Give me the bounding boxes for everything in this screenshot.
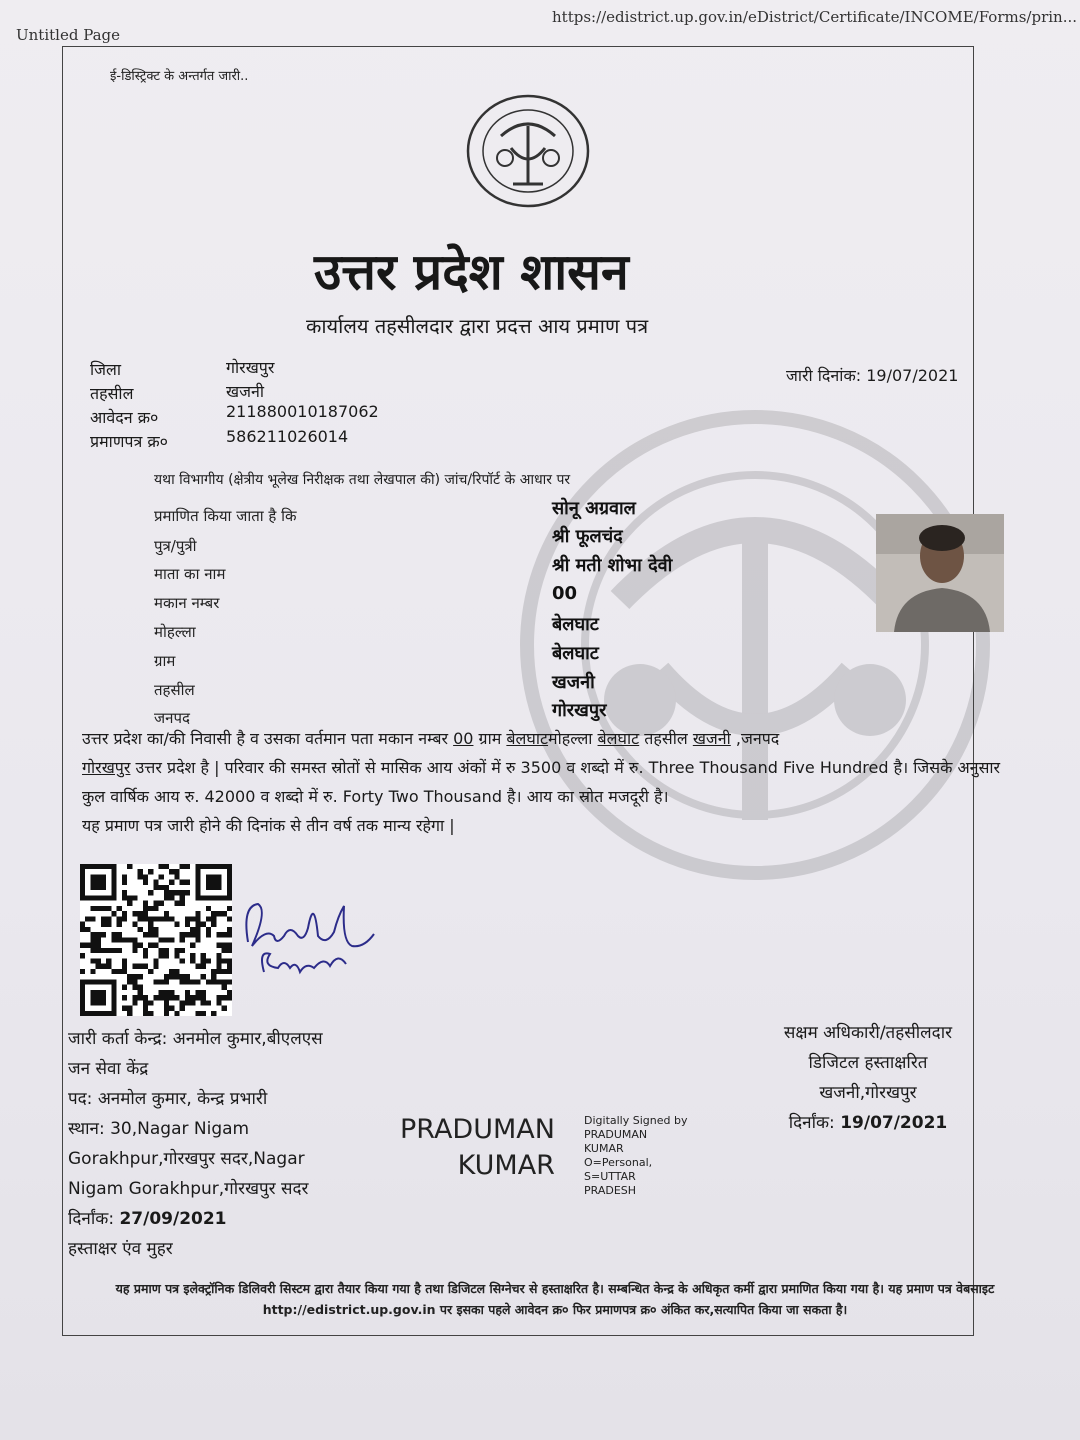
application-no-label: आवेदन क्र०	[90, 408, 159, 427]
application-no-value: 211880010187062	[226, 402, 379, 421]
browser-page-title: Untitled Page	[16, 26, 121, 44]
browser-url: https://edistrict.up.gov.in/eDistrict/Certificate/INCOME/Forms/prin...	[552, 8, 1077, 26]
para-district: गोरखपुर	[82, 758, 131, 777]
para-text-1: उत्तर प्रदेश का/की निवासी है व उसका वर्तमान पता मकान नम्बर	[82, 729, 454, 748]
dsig-info-line: S=UTTAR	[584, 1170, 636, 1183]
issuer-line: पद: अनमोल कुमार, केन्द्र प्रभारी	[68, 1089, 268, 1109]
authority-line: डिजिटल हस्ताक्षरित	[808, 1053, 928, 1073]
para-text-5: ,जनपद	[730, 729, 780, 748]
field-value-village: बेलघाट	[552, 643, 599, 664]
up-govt-emblem-icon	[463, 92, 593, 210]
certificate-no-label: प्रमाणपत्र क्र०	[90, 432, 168, 451]
field-label-village: ग्राम	[154, 652, 176, 670]
issued-under-text: ई-डिस्ट्रिक्ट के अन्तर्गत जारी..	[110, 69, 249, 84]
issuer-line: Nigam Gorakhpur,गोरखपुर सदर	[68, 1179, 309, 1199]
para-text-4: तहसील	[639, 729, 693, 748]
tehsil-value: खजनी	[226, 382, 264, 401]
issuer-line: जारी कर्ता केन्द्र: अनमोल कुमार,बीएलएस	[68, 1029, 323, 1049]
district-value: गोरखपुर	[226, 358, 275, 377]
authority-date-value: 19/07/2021	[840, 1113, 948, 1133]
issuer-line: स्थान: 30,Nagar Nigam	[68, 1119, 250, 1139]
field-label-tehsil: तहसील	[154, 681, 195, 699]
dsig-info-line: PRADUMAN	[584, 1128, 648, 1141]
issuer-date	[68, 1204, 323, 1234]
field-value-house-no: 00	[552, 583, 578, 604]
issuer-date-value: 27/09/2021	[119, 1209, 227, 1229]
certificate-title: उत्तर प्रदेश शासन	[314, 242, 629, 301]
field-label-district: जनपद	[154, 709, 190, 727]
field-label-locality: मोहल्ला	[154, 623, 196, 641]
digital-signature-info	[584, 1114, 687, 1198]
qr-code-icon	[80, 864, 232, 1016]
field-value-tehsil: खजनी	[552, 672, 595, 693]
para-house-no: 00	[453, 729, 474, 748]
verification-intro: यथा विभागीय (क्षेत्रीय भूलेख निरीक्षक तथा लेखपाल की) जांच/रिपॉर्ट के आधार पर	[154, 472, 571, 488]
issuer-line: जन सेवा केंद्र	[68, 1059, 149, 1079]
field-value-father: श्री फूलचंद	[552, 526, 623, 547]
para-text-3: मोहल्ला	[548, 729, 598, 748]
district-label: जिला	[90, 360, 122, 379]
para-village: बेलघाट	[506, 729, 549, 748]
issue-date-value: 19/07/2021	[866, 366, 959, 385]
issuer-date-label: दिर्नांक:	[68, 1209, 115, 1229]
para-text-2: ग्राम	[473, 729, 507, 748]
para-text-6: उत्तर प्रदेश है | परिवार की समस्त स्रोतों से मासिक आय अंकों में रु 3500 व शब्दो में रु. Three Thousand Five Hundred है। जिसके अनुसार कुल वार्षिक आय रु. 42000 व शब्दो में रु. Forty Two Thousand है। आय का स्रोत मजदूरी है।	[82, 758, 1001, 806]
authority-details	[752, 1018, 984, 1138]
authority-date	[752, 1108, 984, 1138]
field-label-mother: माता का नाम	[154, 565, 226, 583]
authority-date-label: दिर्नांक:	[788, 1113, 835, 1133]
dsig-info-line: KUMAR	[584, 1142, 624, 1155]
para-locality: बेलघाट	[597, 729, 640, 748]
field-value-name: सोनू अग्रवाल	[552, 498, 636, 519]
tehsil-label: तहसील	[90, 384, 134, 403]
issuer-line: Gorakhpur,गोरखपुर सदर,Nagar	[68, 1149, 305, 1169]
dsig-info-line: PRADESH	[584, 1184, 637, 1197]
field-value-mother: श्री मती शोभा देवी	[552, 555, 673, 576]
handwritten-signature	[234, 876, 384, 996]
digital-signer-name-line2: KUMAR	[457, 1150, 555, 1181]
authority-line: खजनी,गोरखपुर	[819, 1083, 917, 1103]
digital-signer-name-line1: PRADUMAN	[400, 1114, 555, 1145]
field-label-father: पुत्र/पुत्री	[154, 537, 197, 555]
dsig-info-line: O=Personal,	[584, 1156, 653, 1169]
field-value-district: गोरखपुर	[552, 700, 607, 721]
field-label-house-no: मकान नम्बर	[154, 594, 220, 612]
digital-signer-name	[400, 1112, 555, 1184]
issue-date	[786, 364, 958, 386]
issuer-sign-label: हस्ताक्षर एंव मुहर	[68, 1239, 173, 1259]
issue-date-label: जारी दिनांक:	[786, 366, 862, 385]
issuer-details	[68, 1024, 323, 1264]
authority-line: सक्षम अधिकारी/तहसीलदार	[783, 1023, 953, 1043]
certificate-no-value: 586211026014	[226, 427, 349, 446]
field-value-locality: बेलघाट	[552, 614, 599, 635]
para-validity: यह प्रमाण पत्र जारी होने की दिनांक से तीन वर्ष तक मान्य रहेगा |	[82, 816, 455, 835]
footer-note: यह प्रमाण पत्र इलेक्ट्रॉनिक डिलिवरी सिस्टम द्वारा तैयार किया गया है तथा डिजिटल सिग्नेचर से हस्ताक्षरित है। सम्बन्धित केन्द्र के अधिकृत कर्मी द्वारा प्रमाणित किया गया है। यह प्रमाण पत्र वेबसाइट http://edistrict.up.gov.in पर इसका पहले आवेदन क्र० फिर प्रमाणपत्र क्र० अंकित कर,सत्यापित किया जा सकता है।	[115, 1281, 995, 1317]
income-statement-paragraph	[82, 724, 1022, 840]
para-tehsil: खजनी	[692, 729, 731, 748]
certificate-subtitle: कार्यालय तहसीलदार द्वारा प्रदत्त आय प्रमाण पत्र	[306, 314, 649, 338]
field-label-name: प्रमाणित किया जाता है कि	[154, 507, 297, 525]
applicant-photo	[876, 514, 1004, 632]
dsig-info-line: Digitally Signed by	[584, 1114, 688, 1127]
